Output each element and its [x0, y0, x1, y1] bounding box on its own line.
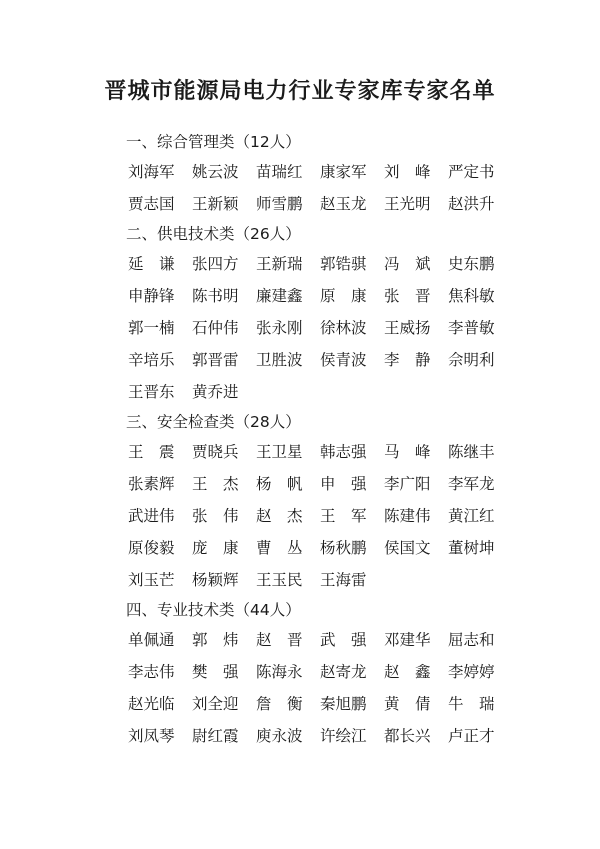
expert-list	[128, 128, 528, 752]
expert-name: 武进伟	[128, 507, 175, 525]
expert-name: 焦科敏	[448, 287, 495, 305]
expert-name: 都长兴	[384, 727, 431, 745]
expert-name: 李 静	[384, 351, 431, 369]
expert-name: 樊 强	[192, 663, 239, 681]
expert-name: 尉红霞	[192, 727, 239, 745]
expert-name: 李军龙	[448, 475, 495, 493]
name-row	[128, 248, 528, 280]
expert-name: 石仲伟	[192, 319, 239, 337]
expert-name: 王玉民	[256, 571, 303, 589]
name-row	[128, 188, 528, 220]
name-row	[128, 468, 528, 500]
name-row	[128, 500, 528, 532]
expert-name: 苗瑞红	[256, 163, 303, 181]
name-row	[128, 344, 528, 376]
expert-name: 卫胜波	[256, 351, 303, 369]
expert-name: 杨 帆	[256, 475, 303, 493]
expert-name: 申静锋	[128, 287, 175, 305]
section-1	[128, 128, 528, 220]
expert-name: 张素辉	[128, 475, 175, 493]
name-row	[128, 656, 528, 688]
expert-name: 卢正才	[448, 727, 495, 745]
expert-name: 王海雷	[320, 571, 367, 589]
expert-name: 王新颖	[192, 195, 239, 213]
expert-name: 庾永波	[256, 727, 303, 745]
expert-name: 赵寄龙	[320, 663, 367, 681]
expert-name: 原俊毅	[128, 539, 175, 557]
name-row	[128, 280, 528, 312]
expert-name: 王 军	[320, 507, 367, 525]
expert-name: 董树坤	[448, 539, 495, 557]
name-row	[128, 156, 528, 188]
expert-name: 师雪鹏	[256, 195, 303, 213]
expert-name: 申 强	[320, 475, 367, 493]
expert-name: 郭一楠	[128, 319, 175, 337]
expert-name: 牛 瑞	[448, 695, 495, 713]
expert-name: 李志伟	[128, 663, 175, 681]
expert-name: 许绘江	[320, 727, 367, 745]
expert-name: 冯 斌	[384, 255, 431, 273]
section-3	[128, 408, 528, 596]
expert-name: 陈建伟	[384, 507, 431, 525]
expert-name: 杨颖辉	[192, 571, 239, 589]
expert-name: 杨秋鹏	[320, 539, 367, 557]
expert-name: 王晋东	[128, 383, 175, 401]
expert-name: 康家军	[320, 163, 367, 181]
expert-name: 王威扬	[384, 319, 431, 337]
expert-name: 庞 康	[192, 539, 239, 557]
expert-name: 王 震	[128, 443, 175, 461]
section-2	[128, 220, 528, 408]
expert-name: 佘明利	[448, 351, 495, 369]
name-row	[128, 720, 528, 752]
expert-name: 詹 衡	[256, 695, 303, 713]
expert-name: 严定书	[448, 163, 495, 181]
section-heading: 二、供电技术类（26人）	[126, 225, 301, 243]
expert-name: 原 康	[320, 287, 367, 305]
document-title: 晋城市能源局电力行业专家库专家名单	[104, 79, 496, 104]
name-row	[128, 688, 528, 720]
name-row	[128, 532, 528, 564]
expert-name: 黄江红	[448, 507, 495, 525]
expert-name: 姚云波	[192, 163, 239, 181]
expert-name: 徐林波	[320, 319, 367, 337]
name-row	[128, 564, 528, 596]
expert-name: 延 谦	[128, 255, 175, 273]
expert-name: 张 晋	[384, 287, 431, 305]
expert-name: 邓建华	[384, 631, 431, 649]
expert-name: 王新瑞	[256, 255, 303, 273]
expert-name: 黄 倩	[384, 695, 431, 713]
expert-name: 郭 炜	[192, 631, 239, 649]
expert-name: 陈海永	[256, 663, 303, 681]
section-heading: 一、综合管理类（12人）	[126, 133, 301, 151]
expert-name: 侯青波	[320, 351, 367, 369]
expert-name: 赵玉龙	[320, 195, 367, 213]
expert-name: 廉建鑫	[256, 287, 303, 305]
expert-name: 赵 晋	[256, 631, 303, 649]
expert-name: 李婷婷	[448, 663, 495, 681]
name-row	[128, 376, 528, 408]
expert-name: 屈志和	[448, 631, 495, 649]
section-4	[128, 596, 528, 752]
expert-name: 王光明	[384, 195, 431, 213]
expert-name: 赵光临	[128, 695, 175, 713]
expert-name: 郭晋雷	[192, 351, 239, 369]
expert-name: 单佩通	[128, 631, 175, 649]
expert-name: 辛培乐	[128, 351, 175, 369]
expert-name: 秦旭鹏	[320, 695, 367, 713]
name-row	[128, 312, 528, 344]
expert-name: 马 峰	[384, 443, 431, 461]
expert-name: 张永刚	[256, 319, 303, 337]
expert-name: 赵洪升	[448, 195, 495, 213]
name-row	[128, 624, 528, 656]
expert-name: 陈书明	[192, 287, 239, 305]
expert-name: 王卫星	[256, 443, 303, 461]
expert-name: 刘海军	[128, 163, 175, 181]
expert-name: 刘玉芒	[128, 571, 175, 589]
expert-name: 刘凤琴	[128, 727, 175, 745]
expert-name: 李普敏	[448, 319, 495, 337]
name-row	[128, 436, 528, 468]
expert-name: 贾晓兵	[192, 443, 239, 461]
expert-name: 王 杰	[192, 475, 239, 493]
expert-name: 贾志国	[128, 195, 175, 213]
expert-name: 史东鹏	[448, 255, 495, 273]
expert-name: 赵 杰	[256, 507, 303, 525]
expert-name: 刘 峰	[384, 163, 431, 181]
expert-name: 曹 丛	[256, 539, 303, 557]
expert-name: 侯国文	[384, 539, 431, 557]
expert-name: 刘全迎	[192, 695, 239, 713]
expert-name: 武 强	[320, 631, 367, 649]
expert-name: 陈继丰	[448, 443, 495, 461]
expert-name: 韩志强	[320, 443, 367, 461]
section-heading: 三、安全检查类（28人）	[126, 413, 301, 431]
expert-name: 张四方	[192, 255, 239, 273]
section-heading: 四、专业技术类（44人）	[126, 601, 301, 619]
expert-name: 赵 鑫	[384, 663, 431, 681]
expert-name: 张 伟	[192, 507, 239, 525]
expert-name: 郭锆骐	[320, 255, 367, 273]
expert-name: 李广阳	[384, 475, 431, 493]
expert-name: 黄乔进	[192, 383, 239, 401]
